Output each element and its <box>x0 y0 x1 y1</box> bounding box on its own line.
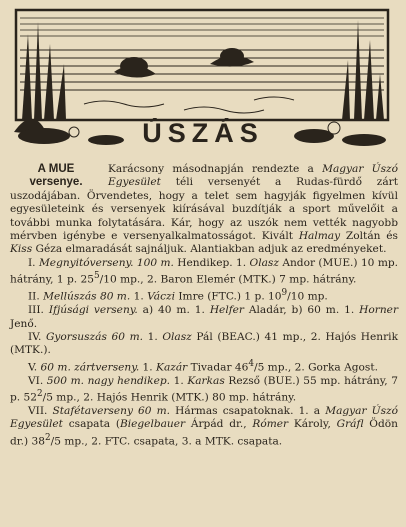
result-text: Hármas csapatoknak. 1. a <box>170 405 326 418</box>
result-text: Árpád dr., <box>185 418 253 431</box>
result-number: VI. <box>28 374 47 387</box>
result-entry <box>10 358 398 375</box>
swimmer-name: Kazár <box>156 361 188 374</box>
result-number: III. <box>28 304 49 317</box>
lead-heading <box>10 163 102 190</box>
event-name: Gyorsuszás 60 m. <box>45 330 144 343</box>
intro-text-1: Karácsony másodnapján rendezte a <box>108 163 323 175</box>
swimmer-name: Váczi <box>147 290 175 303</box>
result-text: a) 40 m. 1. <box>137 304 210 317</box>
event-name: 500 m. nagy hendikep. <box>46 374 171 387</box>
intro-text-4: Géza elmaradását sajnáljuk. Alantiakban adjuk az eredményeket. <box>32 243 387 256</box>
result-number: VII. <box>28 405 53 418</box>
result-text: csapata ( <box>62 418 120 431</box>
result-text: Pál (BEAC.) 41 mp., 2. Hajós Henrik (MTK.). <box>10 330 398 357</box>
result-text: Károly, <box>288 418 337 431</box>
result-text: 1. <box>130 290 148 303</box>
result-text: Rezső (BUE.) 55 mp. hátrány, 7 p. 52 <box>10 374 399 404</box>
swimmer-name: Olasz <box>249 256 279 269</box>
result-text: mp., 2. Baron Elemér (MTK.) 7 mp. hátrány. <box>116 273 357 286</box>
result-text: Imre (FTC.) 1 p. 10 <box>174 290 282 303</box>
result-number: IV. <box>28 330 46 343</box>
swimmer-name-2: Kiss <box>10 243 33 256</box>
intro-text-3: Zoltán és <box>340 230 398 243</box>
event-name: Mellúszás 80 m. <box>43 290 131 303</box>
result-text: mp., 2. Hajós Henrik (MTK.) 80 mp. hátrány. <box>52 391 297 404</box>
fraction-denominator: /5 <box>50 435 61 448</box>
swimmer-name: Helfer <box>209 304 244 317</box>
result-text: Ödön dr.) 38 <box>10 418 398 448</box>
lead-line-1: A MUE <box>37 163 75 175</box>
result-entry <box>10 375 398 405</box>
fraction-denominator: /5 <box>42 391 53 404</box>
result-entry <box>10 287 398 304</box>
result-entry <box>10 405 398 449</box>
result-text: Hendikep. 1. <box>173 256 250 269</box>
result-number: V. <box>28 361 41 374</box>
lead-line-2: versenye. <box>29 176 83 189</box>
event-name: Ifjúsági verseny. <box>48 304 138 317</box>
result-text: 1. <box>170 374 188 387</box>
fraction-numerator: 5 <box>94 271 100 282</box>
result-entry <box>10 331 398 358</box>
intro-text-2: téli versenyét a Rudas-fürdő zárt uszodájában. Örvendetes, hogy a telet sem hagyják figyelmen kívül egyesületeink és versenyek kiírásával buzdítják a sport művelőit a további munka folytatására. Kár, hogy az uszók nem vették nagyobb mérvben igénybe e versenyalkalmatosságot. Kivált <box>10 176 398 243</box>
swimmer-name-1: Halmay <box>298 230 341 243</box>
result-text: 1. <box>139 361 157 374</box>
fraction-numerator: 2 <box>45 432 51 443</box>
result-text: Aladár, b) 60 m. 1. <box>243 304 360 317</box>
fraction-denominator: /10 <box>287 290 305 303</box>
article-body <box>10 163 398 449</box>
fraction-denominator: /10 <box>99 273 117 286</box>
club-name: Magyar Úszó Egyesület <box>10 405 398 431</box>
fraction-denominator: /5 <box>254 361 265 374</box>
swimmer-name: Gráfl <box>336 418 364 431</box>
result-number: II. <box>28 290 44 303</box>
swimmer-name: Karkas <box>187 374 225 387</box>
result-entry <box>10 257 398 287</box>
result-number: I. <box>28 256 39 269</box>
result-text: mp. <box>304 290 328 303</box>
result-entry <box>10 304 398 331</box>
article-title: ÚSZÁS <box>142 118 264 148</box>
event-name: 60 m. zártverseny. <box>40 361 140 374</box>
intro-paragraph <box>10 163 398 257</box>
result-text: mp., 2. Gorka Agost. <box>264 361 378 374</box>
club-name: Magyar Úszó Egyesület <box>108 163 398 189</box>
result-text: mp., 2. FTC. csapata, 3. a MTK. csapata. <box>60 435 283 448</box>
result-text: Tivadar 46 <box>187 361 249 374</box>
result-text: Andor (MUE.) 10 mp. hátrány, 1 p. 25 <box>10 256 399 286</box>
result-text: 1. <box>143 330 163 343</box>
swimmer-name: Horner <box>359 304 399 317</box>
event-name: Stafétaverseny 60 m. <box>52 405 171 418</box>
event-name: Megnyitóverseny. 100 m. <box>38 256 174 269</box>
swimmer-name: Rómer <box>252 418 289 431</box>
swimmer-name: Biegelbauer <box>119 418 186 431</box>
swimmer-name: Olasz <box>162 330 192 343</box>
result-text: Jenő. <box>10 317 38 330</box>
fraction-numerator: 2 <box>37 389 43 400</box>
fraction-numerator: 4 <box>248 358 254 369</box>
fraction-numerator: 9 <box>281 288 288 299</box>
